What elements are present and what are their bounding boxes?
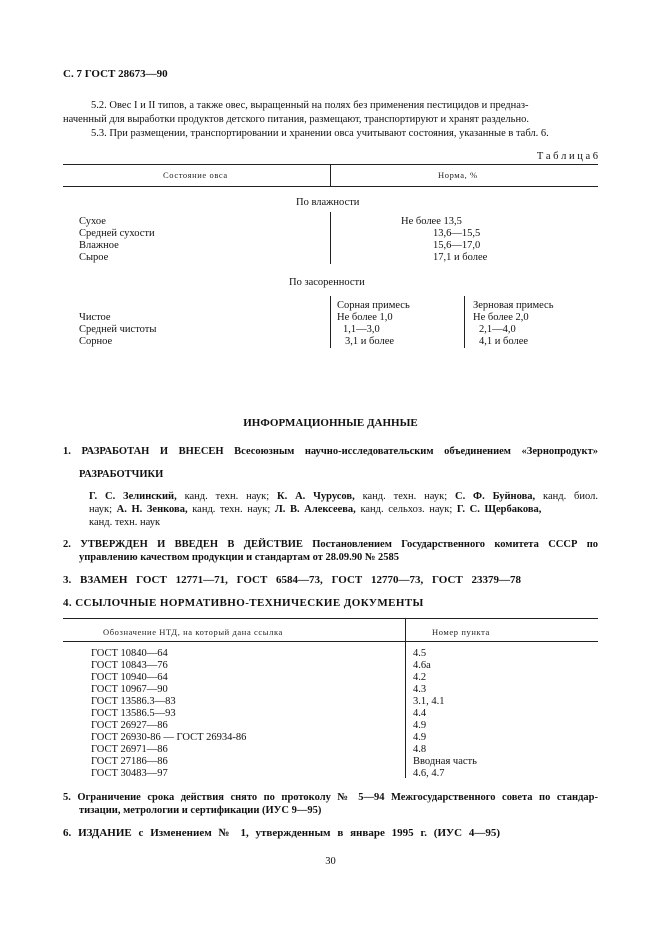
table-6-trash-divider: [330, 296, 331, 348]
refs-col-doc: Обозначение НТД, на который дана ссылка: [103, 627, 283, 637]
refs-divider: [405, 618, 406, 778]
refs-doc: ГОСТ 26927—86: [91, 720, 168, 731]
section-5-line2: тизации, метрологии и сертификации (ИУС 9—95): [79, 805, 322, 816]
table-6-label: Т а б л и ц а 6: [536, 151, 598, 162]
table-6-weed: 1,1—3,0: [343, 324, 380, 335]
table-6-weed: 3,1 и более: [345, 336, 395, 347]
table-6-state: Средней чистоты: [79, 324, 157, 335]
refs-item: 4.9: [413, 720, 427, 731]
developer-name: К. А. Чурусов,: [276, 491, 355, 502]
table-6-sub-grain: Зерновая примесь: [473, 300, 554, 311]
refs-item: 4.2: [413, 672, 427, 683]
table-6-section-trash: По засоренности: [289, 277, 365, 288]
section-6: 6. ИЗДАНИЕ с Изменением № 1, утвержденным в январе 1995 г. (ИУС 4—95): [63, 827, 500, 839]
section-1: 1. РАЗРАБОТАН И ВНЕСЕН Всесоюзным научно-исследовательским объединением «Зернопродукт»: [63, 446, 598, 457]
refs-doc: ГОСТ 26971—86: [91, 744, 168, 755]
refs-doc: ГОСТ 26930-86 — ГОСТ 26934-86: [91, 732, 247, 743]
developer-name: Л. В. Алексеева,: [274, 504, 356, 515]
refs-item: 4.6, 4.7: [413, 768, 445, 779]
info-title: ИНФОРМАЦИОННЫЕ ДАННЫЕ: [243, 417, 418, 429]
table-6-header-divider: [330, 164, 331, 186]
table-6-state: Чистое: [79, 312, 111, 323]
refs-doc: ГОСТ 30483—97: [91, 768, 168, 779]
refs-item: 4.6а: [413, 660, 431, 671]
developers-line-2: [89, 503, 598, 516]
developer-name: Г. С. Щербакова,: [456, 504, 542, 515]
refs-item: 3.1, 4.1: [413, 696, 445, 707]
refs-doc: ГОСТ 10843—76: [91, 660, 168, 671]
refs-top-rule: [63, 618, 598, 619]
table-6-weed: Не более 1,0: [337, 312, 393, 323]
developer-title: канд. биол.: [535, 491, 598, 502]
table-6-state: Влажное: [79, 240, 119, 251]
developers-title: РАЗРАБОТЧИКИ: [79, 469, 164, 480]
table-6-sub-divider: [464, 296, 465, 348]
refs-item: 4.3: [413, 684, 427, 695]
table-6-moisture-divider: [330, 212, 331, 264]
refs-doc: ГОСТ 10967—90: [91, 684, 168, 695]
table-6-grain: 2,1—4,0: [479, 324, 516, 335]
table-6-state: Сырое: [79, 252, 109, 263]
refs-doc: ГОСТ 10940—64: [91, 672, 168, 683]
table-6-norm: 13,6—15,5: [433, 228, 481, 239]
developers-line-1: [89, 490, 598, 503]
refs-item: 4.9: [413, 732, 427, 743]
developer-name: С. Ф. Буйнова,: [454, 491, 536, 502]
table-6-norm: 15,6—17,0: [433, 240, 481, 251]
developer-title: канд. сельхоз. наук;: [355, 504, 457, 515]
developer-title: наук;: [89, 504, 117, 515]
refs-item: 4.5: [413, 648, 427, 659]
section-3: 3. ВЗАМЕН ГОСТ 12771—71, ГОСТ 6584—73, ГОСТ 12770—73, ГОСТ 23379—78: [63, 574, 521, 586]
refs-doc: ГОСТ 13586.5—93: [91, 708, 176, 719]
refs-doc: ГОСТ 13586.3—83: [91, 696, 176, 707]
table-6-state: Сухое: [79, 216, 106, 227]
table-6-state: Средней сухости: [79, 228, 155, 239]
developer-title: канд. техн. наук;: [187, 504, 275, 515]
section-4: 4. ССЫЛОЧНЫЕ НОРМАТИВНО-ТЕХНИЧЕСКИЕ ДОКУМЕНТЫ: [63, 597, 424, 609]
table-6-grain: Не более 2,0: [473, 312, 529, 323]
page-header: С. 7 ГОСТ 28673—90: [63, 68, 168, 80]
refs-header-rule: [63, 641, 598, 642]
paragraph-5-2-line2: наченный для выработки продуктов детского питания, размещают, транспортируют и хранят раздельно.: [63, 114, 529, 125]
developers-line-3: канд. техн. наук: [89, 517, 161, 528]
table-6-section-moisture: По влажности: [296, 197, 360, 208]
table-6-state: Сорное: [79, 336, 113, 347]
table-6-norm: 17,1 и более: [433, 252, 488, 263]
developer-title: канд. техн. наук;: [176, 491, 277, 502]
section-2-line1: 2. УТВЕРЖДЕН И ВВЕДЕН В ДЕЙСТВИЕ Постановлением Государственного комитета СССР по: [63, 539, 598, 550]
table-6-norm: Не более 13,5: [401, 216, 462, 227]
section-2-line2: управлению качеством продукции и стандартам от 28.09.90 № 2585: [79, 552, 400, 563]
paragraph-5-3: 5.3. При размещении, транспортировании и хранении овса учитывают состояния, указанные в табл. 6.: [91, 128, 549, 139]
page-number: 30: [325, 856, 336, 867]
refs-doc: ГОСТ 10840—64: [91, 648, 168, 659]
refs-doc: ГОСТ 27186—86: [91, 756, 168, 767]
refs-col-item: Номер пункта: [432, 627, 490, 637]
refs-item: 4.8: [413, 744, 427, 755]
table-6-sub-weed: Сорная примесь: [337, 300, 410, 311]
paragraph-5-2-line1: 5.2. Овес I и II типов, а также овес, выращенный на полях без применения пестицидов и предназ-: [91, 100, 529, 111]
table-6-header-rule: [63, 186, 598, 187]
developer-name: Г. С. Зелинский,: [89, 491, 177, 502]
table-6-col-norm: Норма, %: [438, 170, 478, 180]
refs-item: Вводная часть: [413, 756, 477, 767]
table-6-col-state: Состояние овса: [163, 170, 228, 180]
section-5-line1: 5. Ограничение срока действия снято по протоколу № 5—94 Межгосударственного совета по стандар-: [63, 792, 598, 803]
table-6-grain: 4,1 и более: [479, 336, 529, 347]
developer-name: А. Н. Зенкова,: [116, 504, 188, 515]
refs-item: 4.4: [413, 708, 427, 719]
developer-title: канд. техн. наук;: [354, 491, 455, 502]
